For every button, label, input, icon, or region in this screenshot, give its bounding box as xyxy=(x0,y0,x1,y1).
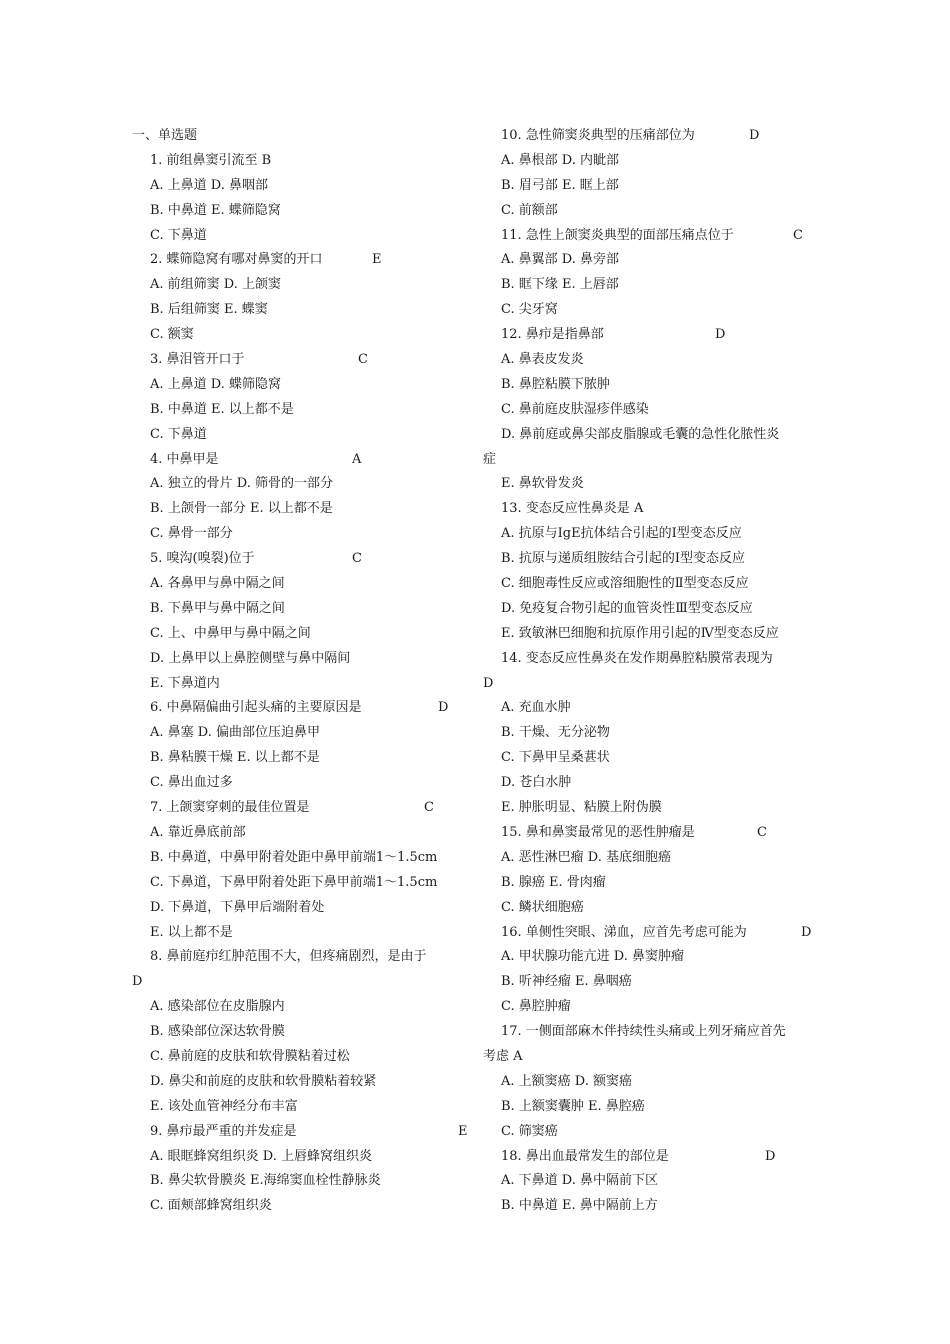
line-text: D xyxy=(132,974,143,990)
text-line xyxy=(132,547,477,572)
line-text: A. 甲状腺功能亢进 D. 鼻窦肿瘤 xyxy=(501,949,685,965)
line-text: B. 干燥、无分泌物 xyxy=(501,725,610,741)
line-text: D. 上鼻甲以上鼻腔侧壁与鼻中隔间 xyxy=(150,650,351,666)
line-text: B. 眶下缘 E. 上唇部 xyxy=(501,277,619,293)
line-text: D. 下鼻道，下鼻甲后端附着处 xyxy=(150,899,325,915)
text-line xyxy=(483,672,828,697)
text-line xyxy=(483,896,828,921)
line-text: 16. 单侧性突眼、涕血，应首先考虑可能为 xyxy=(501,924,747,940)
line-text: C. 鳞状细胞癌 xyxy=(501,899,584,915)
text-line xyxy=(483,1120,828,1145)
line-text: D. 免疫复合物引起的血管炎性Ⅲ型变态反应 xyxy=(501,600,753,616)
line-text: D. 鼻尖和前庭的皮肤和软骨膜粘着较紧 xyxy=(150,1073,377,1089)
line-text: C. 鼻腔肿瘤 xyxy=(501,999,571,1015)
answer-letter: D xyxy=(801,924,812,940)
text-line xyxy=(483,348,828,373)
line-text: C. 鼻骨一部分 xyxy=(150,526,233,542)
line-text: 9. 鼻疖最严重的并发症是 xyxy=(150,1123,297,1139)
text-line xyxy=(132,273,477,298)
text-line xyxy=(132,871,477,896)
answer-letter: A xyxy=(352,451,362,467)
line-text: B. 上颌骨一部分 E. 以上都不是 xyxy=(150,501,333,517)
answer-letter: C xyxy=(358,352,368,368)
text-line xyxy=(483,124,828,149)
text-line xyxy=(132,771,477,796)
line-text: A. 鼻根部 D. 内眦部 xyxy=(501,152,620,168)
line-text: C. 前额部 xyxy=(501,202,558,218)
line-text: 考虑 A xyxy=(483,1048,523,1064)
text-line xyxy=(483,1045,828,1070)
text-line xyxy=(483,522,828,547)
text-line xyxy=(132,746,477,771)
text-line xyxy=(132,1194,477,1219)
line-text: A. 眼眶蜂窝组织炎 D. 上唇蜂窝组织炎 xyxy=(150,1148,373,1164)
line-text: B. 上额窦囊肿 E. 鼻腔癌 xyxy=(501,1098,645,1114)
line-text: A. 感染部位在皮脂腺内 xyxy=(150,999,285,1015)
line-text: B. 鼻腔粘膜下脓肿 xyxy=(501,376,610,392)
text-line xyxy=(483,273,828,298)
text-line xyxy=(132,199,477,224)
line-text: C. 额窦 xyxy=(150,327,194,343)
text-line xyxy=(132,846,477,871)
answer-letter: C xyxy=(424,800,434,816)
line-text: E. 鼻软骨发炎 xyxy=(501,476,584,492)
line-text: 14. 变态反应性鼻炎在发作期鼻腔粘膜常表现为 xyxy=(501,650,773,666)
text-line xyxy=(483,1020,828,1045)
text-line xyxy=(483,199,828,224)
line-text: C. 细胞毒性反应或溶细胞性的Ⅱ型变态反应 xyxy=(501,576,749,592)
text-line xyxy=(483,921,828,946)
line-text: 3. 鼻泪管开口于 xyxy=(150,352,245,368)
text-line xyxy=(132,174,477,199)
line-text: 2. 蝶筛隐窝有哪对鼻窦的开口 xyxy=(150,252,323,268)
line-text: E. 该处血管神经分布丰富 xyxy=(150,1098,298,1114)
line-text: A. 抗原与IgE抗体结合引起的Ⅰ型变态反应 xyxy=(501,526,742,542)
text-line xyxy=(483,622,828,647)
text-line xyxy=(132,248,477,273)
answer-letter: E xyxy=(458,1123,468,1139)
line-text: B. 眉弓部 E. 眶上部 xyxy=(501,177,619,193)
line-text: B. 腺癌 E. 骨肉瘤 xyxy=(501,874,606,890)
line-text: D. 苍白水肿 xyxy=(501,775,572,791)
text-line xyxy=(483,497,828,522)
line-text: E. 以上都不是 xyxy=(150,924,233,940)
text-line xyxy=(132,1095,477,1120)
text-line xyxy=(132,796,477,821)
text-line xyxy=(132,124,477,149)
text-line xyxy=(483,248,828,273)
line-text: B. 抗原与递质组胺结合引起的Ⅰ型变态反应 xyxy=(501,551,745,567)
line-text: C. 下鼻道 xyxy=(150,426,207,442)
text-line xyxy=(132,721,477,746)
text-line xyxy=(483,547,828,572)
text-line xyxy=(483,1169,828,1194)
line-text: A. 充血水肿 xyxy=(501,700,571,716)
text-line xyxy=(483,174,828,199)
line-text: 1. 前组鼻窦引流至 B xyxy=(150,152,272,168)
line-text: C. 上、中鼻甲与鼻中隔之间 xyxy=(150,625,311,641)
line-text: A. 上额窦癌 D. 额窦癌 xyxy=(501,1073,633,1089)
answer-letter: E xyxy=(372,252,382,268)
answer-letter: D xyxy=(765,1148,776,1164)
line-text: A. 下鼻道 D. 鼻中隔前下区 xyxy=(501,1173,659,1189)
line-text: 5. 嗅沟(嗅裂)位于 xyxy=(150,551,255,567)
text-line xyxy=(132,298,477,323)
line-text: D xyxy=(483,675,494,691)
text-line xyxy=(132,323,477,348)
text-line xyxy=(132,1145,477,1170)
line-text: E. 致敏淋巴细胞和抗原作用引起的Ⅳ型变态反应 xyxy=(501,625,779,641)
line-text: A. 前组筛窦 D. 上颌窦 xyxy=(150,277,282,293)
text-line xyxy=(483,945,828,970)
line-text: A. 上鼻道 D. 蝶筛隐窝 xyxy=(150,376,282,392)
line-text: B. 听神经瘤 E. 鼻咽癌 xyxy=(501,974,632,990)
line-text: C. 下鼻道，下鼻甲附着处距下鼻甲前端1～1.5cm xyxy=(150,874,438,890)
text-line xyxy=(132,921,477,946)
text-line xyxy=(483,970,828,995)
line-text: 4. 中鼻甲是 xyxy=(150,451,219,467)
text-line xyxy=(483,696,828,721)
text-line xyxy=(132,945,477,970)
line-text: 7. 上颌窦穿刺的最佳位置是 xyxy=(150,800,310,816)
line-text: A. 各鼻甲与鼻中隔之间 xyxy=(150,576,285,592)
answer-letter: C xyxy=(352,551,362,567)
line-text: A. 靠近鼻底前部 xyxy=(150,824,246,840)
answer-letter: D xyxy=(715,327,726,343)
line-text: 11. 急性上颌窦炎典型的面部压痛点位于 xyxy=(501,227,734,243)
text-line xyxy=(483,846,828,871)
text-line xyxy=(132,1045,477,1070)
text-line xyxy=(483,1070,828,1095)
text-line xyxy=(132,970,477,995)
line-text: E. 下鼻道内 xyxy=(150,675,220,691)
text-line xyxy=(132,224,477,249)
right-column xyxy=(483,124,828,1219)
text-line xyxy=(132,398,477,423)
text-line xyxy=(483,572,828,597)
text-line xyxy=(483,423,828,448)
line-text: A. 鼻翼部 D. 鼻旁部 xyxy=(501,252,620,268)
text-line xyxy=(483,647,828,672)
text-line xyxy=(483,448,828,473)
text-line xyxy=(483,323,828,348)
text-line xyxy=(132,995,477,1020)
text-line xyxy=(132,348,477,373)
line-text: 一、单选题 xyxy=(132,128,198,143)
text-line xyxy=(483,398,828,423)
line-text: 18. 鼻出血最常发生的部位是 xyxy=(501,1148,669,1164)
text-line xyxy=(132,622,477,647)
text-line xyxy=(483,224,828,249)
line-text: E. 肿胀明显、粘膜上附伪膜 xyxy=(501,800,662,816)
line-text: 症 xyxy=(483,451,497,467)
line-text: 17. 一侧面部麻木伴持续性头痛或上列牙痛应首先 xyxy=(501,1024,786,1040)
line-text: 12. 鼻疖是指鼻部 xyxy=(501,327,604,343)
text-line xyxy=(132,696,477,721)
text-line xyxy=(132,373,477,398)
line-text: 6. 中鼻隔偏曲引起头痛的主要原因是 xyxy=(150,700,362,716)
line-text: B. 后组筛窦 E. 蝶窦 xyxy=(150,302,268,318)
text-line xyxy=(483,597,828,622)
answer-letter: D xyxy=(438,700,449,716)
text-line xyxy=(132,821,477,846)
text-line xyxy=(132,497,477,522)
text-line xyxy=(483,721,828,746)
answer-letter: D xyxy=(749,128,760,143)
line-text: B. 中鼻道 E. 以上都不是 xyxy=(150,401,294,417)
line-text: B. 中鼻道 E. 鼻中隔前上方 xyxy=(501,1198,658,1214)
text-line xyxy=(483,746,828,771)
answer-letter: C xyxy=(757,824,767,840)
text-line xyxy=(483,373,828,398)
line-text: B. 鼻尖软骨膜炎 E.海绵窦血栓性静脉炎 xyxy=(150,1173,381,1189)
text-line xyxy=(132,1020,477,1045)
line-text: C. 面颊部蜂窝组织炎 xyxy=(150,1198,272,1214)
line-text: B. 鼻粘膜干燥 E. 以上都不是 xyxy=(150,750,320,766)
text-line xyxy=(132,1169,477,1194)
line-text: A. 恶性淋巴瘤 D. 基底细胞癌 xyxy=(501,849,672,865)
text-line xyxy=(132,597,477,622)
line-text: B. 下鼻甲与鼻中隔之间 xyxy=(150,600,285,616)
text-line xyxy=(483,821,828,846)
text-line xyxy=(483,1145,828,1170)
text-line xyxy=(483,1095,828,1120)
line-text: C. 下鼻道 xyxy=(150,227,207,243)
line-text: D. 鼻前庭或鼻尖部皮脂腺或毛囊的急性化脓性炎 xyxy=(501,426,780,442)
line-text: 15. 鼻和鼻窦最常见的恶性肿瘤是 xyxy=(501,824,695,840)
text-line xyxy=(483,472,828,497)
text-line xyxy=(132,1070,477,1095)
text-line xyxy=(132,572,477,597)
line-text: C. 鼻前庭皮肤湿疹伴感染 xyxy=(501,401,649,417)
text-line xyxy=(132,647,477,672)
text-line xyxy=(132,1120,477,1145)
line-text: C. 下鼻甲呈桑葚状 xyxy=(501,750,610,766)
text-line xyxy=(132,423,477,448)
text-line xyxy=(483,995,828,1020)
text-line xyxy=(132,149,477,174)
line-text: A. 鼻表皮发炎 xyxy=(501,352,584,368)
line-text: 13. 变态反应性鼻炎是 A xyxy=(501,501,644,517)
text-line xyxy=(483,871,828,896)
text-line xyxy=(132,896,477,921)
text-line xyxy=(132,448,477,473)
text-line xyxy=(483,796,828,821)
line-text: A. 上鼻道 D. 鼻咽部 xyxy=(150,177,269,193)
text-line xyxy=(132,472,477,497)
line-text: C. 尖牙窝 xyxy=(501,302,558,318)
text-line xyxy=(483,149,828,174)
text-line xyxy=(483,1194,828,1219)
line-text: B. 中鼻道 E. 蝶筛隐窝 xyxy=(150,202,281,218)
line-text: C. 鼻前庭的皮肤和软骨膜粘着过松 xyxy=(150,1048,350,1064)
line-text: C. 鼻出血过多 xyxy=(150,775,233,791)
answer-letter: C xyxy=(793,227,803,243)
text-line xyxy=(483,298,828,323)
line-text: C. 筛窦癌 xyxy=(501,1123,558,1139)
text-line xyxy=(132,672,477,697)
line-text: B. 中鼻道，中鼻甲附着处距中鼻甲前端1～1.5cm xyxy=(150,849,438,865)
line-text: A. 独立的骨片 D. 筛骨的一部分 xyxy=(150,476,334,492)
line-text: B. 感染部位深达软骨膜 xyxy=(150,1024,285,1040)
left-column xyxy=(132,124,477,1219)
text-line xyxy=(132,522,477,547)
line-text: A. 鼻塞 D. 偏曲部位压迫鼻甲 xyxy=(150,725,321,741)
line-text: 8. 鼻前庭疖红肿范围不大，但疼痛剧烈，是由于 xyxy=(150,949,427,965)
text-line xyxy=(483,771,828,796)
line-text: 10. 急性筛窦炎典型的压痛部位为 xyxy=(501,128,695,143)
